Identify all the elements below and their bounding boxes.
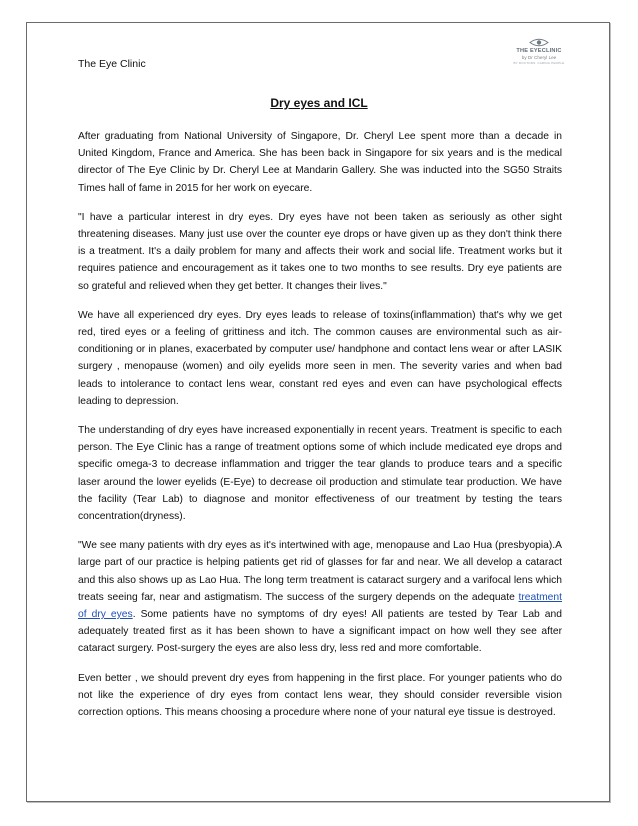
paragraph-4: The understanding of dry eyes have increased exponentially in recent years. Treatment is specific to each person. The Eye Clinic has a range of treatment options some of which include medicated eye drops and specific omega-3 to decrease inflammation and trigger the tear glands to produce tears and a specific laser around the lower eyelids (E-Eye) to decrease oil production and stimulate tear production. We have the facility (Tear Lab) to diagnose and monitor effectiveness of our treatment by testing the tears concentration(dryness).: [78, 425, 562, 523]
paragraph-1: After graduating from National University of Singapore, Dr. Cheryl Lee spent more than a decade in United Kingdom, France and America. She has been back in Singapore for six years and is the medical director of The Eye Clinic by Dr. Cheryl Lee at Mandarin Gallery. She was inducted into the SG50 Straits Times hall of fame in 2015 for her work on eyecare.: [78, 131, 562, 194]
paragraph-5-text-after: . Some patients have no symptoms of dry eyes! All patients are tested by Tear Lab and adequately treated first as it has been shown to have a significant impact on how well they see after cataract surgery. Post-surgery the eyes are also less dry, less red and more comfortable.: [78, 609, 562, 655]
logo-tagline: BY DOCTORS. CARING PEOPLE: [513, 61, 565, 65]
paragraph-3: We have all experienced dry eyes. Dry eyes leads to release of toxins(inflammation) that's why we get red, tired eyes or a feeling of grittiness and itch. The common causes are environmental such as air-conditioning or in planes, exacerbated by computer use/ handphone and contact lens wear or after LASIK surgery , menopause (women) and oily eyelids more seen in men. The severity varies and when bad leads to intolerance to contact lens wear, constant red eyes and even can have psychological effects leading to depression.: [78, 309, 562, 407]
paragraph-5: [78, 537, 562, 657]
header-clinic-name: The Eye Clinic: [78, 58, 146, 70]
clinic-logo: [508, 38, 570, 72]
document-body: [78, 128, 562, 733]
document-title: Dry eyes and ICL: [270, 96, 368, 110]
treatment-of-dry-eyes-link[interactable]: treatment of dry eyes: [78, 591, 562, 621]
paragraph-6: Even better , we should prevent dry eyes from happening in the first place. For younger patients who do not like the experience of dry eyes from contact lens wear, they should consider reversible vision correction options. This means choosing a procedure where none of your natural eye tissue is destroyed.: [78, 672, 562, 719]
logo-title: THE EYECLINIC: [516, 48, 562, 54]
eye-logo-icon: [529, 38, 549, 47]
paragraph-5-text-before: "We see many patients with dry eyes as it's intertwined with age, menopause and Lao Hua (presbyopia).A large part of our practice is helping patients get rid of glasses for far and near. We all develop a cataract and this also shows up as Lao Hua. The long term treatment is cataract surgery and a varifocal lens which treats seeing far, near and astigmatism. The success of the surgery depends on the adequate: [78, 540, 562, 603]
paragraph-2: "I have a particular interest in dry eyes. Dry eyes have not been taken as seriously as other sight threatening diseases. Many just use over the counter eye drops or have given up as they don't think there is a treatment. It's a daily problem for many and affects their work and social life. Treatment works but it requires patience and encouragement as it takes one to two months to see results. Dry eye patients are so grateful and relieved when they get better. It changes their lives.": [78, 211, 562, 292]
logo-subtitle: by Dr Cheryl Lee: [521, 55, 557, 60]
